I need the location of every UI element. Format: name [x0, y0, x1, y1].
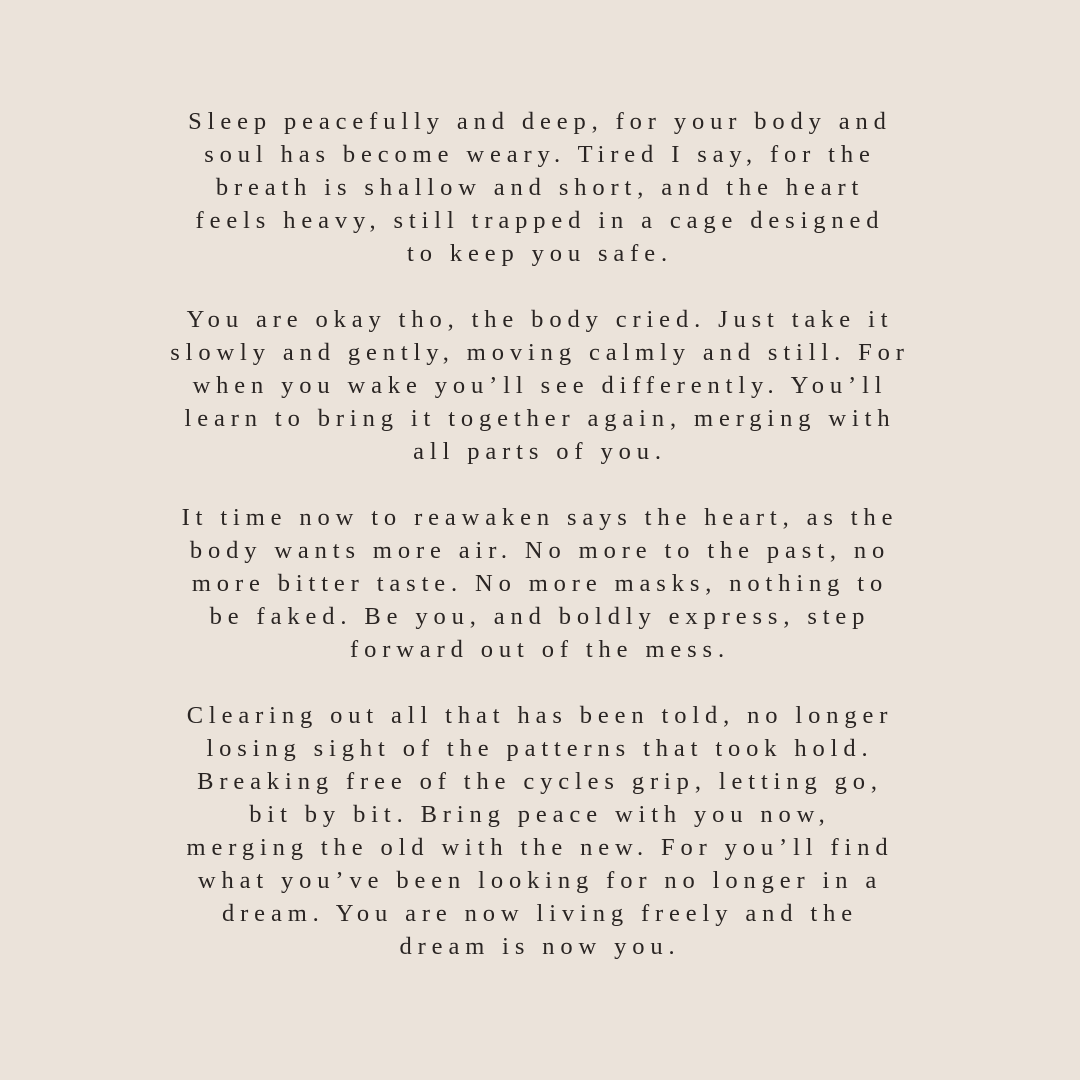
poem-line: dream is now you. — [399, 933, 681, 960]
poem-line: more bitter taste. No more masks, nothing to — [191, 570, 889, 597]
poem-line: what you’ve been looking for no longer in a — [197, 867, 883, 894]
poem-line: to keep you safe. — [407, 240, 673, 267]
poem-line: dream. You are now living freely and the — [222, 900, 858, 927]
poem-line: learn to bring it together again, merging with — [184, 405, 896, 432]
poem-line: You are okay tho, the body cried. Just take it — [186, 306, 894, 333]
stanza-3 — [40, 501, 1040, 666]
poem-line: bit by bit. Bring peace with you now, — [249, 801, 831, 828]
poem-line: It time now to reawaken says the heart, as the — [181, 504, 899, 531]
poem-line: forward out of the mess. — [350, 636, 730, 663]
poem-line: soul has become weary. Tired I say, for the — [204, 141, 876, 168]
poem-line: Sleep peacefully and deep, for your body and — [188, 108, 892, 135]
poem-line: slowly and gently, moving calmly and still. For — [170, 339, 910, 366]
poem-line: losing sight of the patterns that took hold. — [206, 735, 874, 762]
poem-line: be faked. Be you, and boldly express, step — [209, 603, 871, 630]
poem-line: all parts of you. — [413, 438, 667, 465]
stanza-2 — [40, 303, 1040, 468]
poem-line: feels heavy, still trapped in a cage designed — [195, 207, 885, 234]
stanza-4 — [40, 699, 1040, 963]
stanza-1 — [40, 105, 1040, 270]
poem-line: merging the old with the new. For you’ll find — [186, 834, 894, 861]
poem-line: Breaking free of the cycles grip, letting go, — [197, 768, 883, 795]
poem-line: body wants more air. No more to the past, no — [189, 537, 891, 564]
poem-line: breath is shallow and short, and the heart — [215, 174, 865, 201]
poem-line: Clearing out all that has been told, no longer — [186, 702, 894, 729]
poem-line: when you wake you’ll see differently. You’ll — [192, 372, 888, 399]
